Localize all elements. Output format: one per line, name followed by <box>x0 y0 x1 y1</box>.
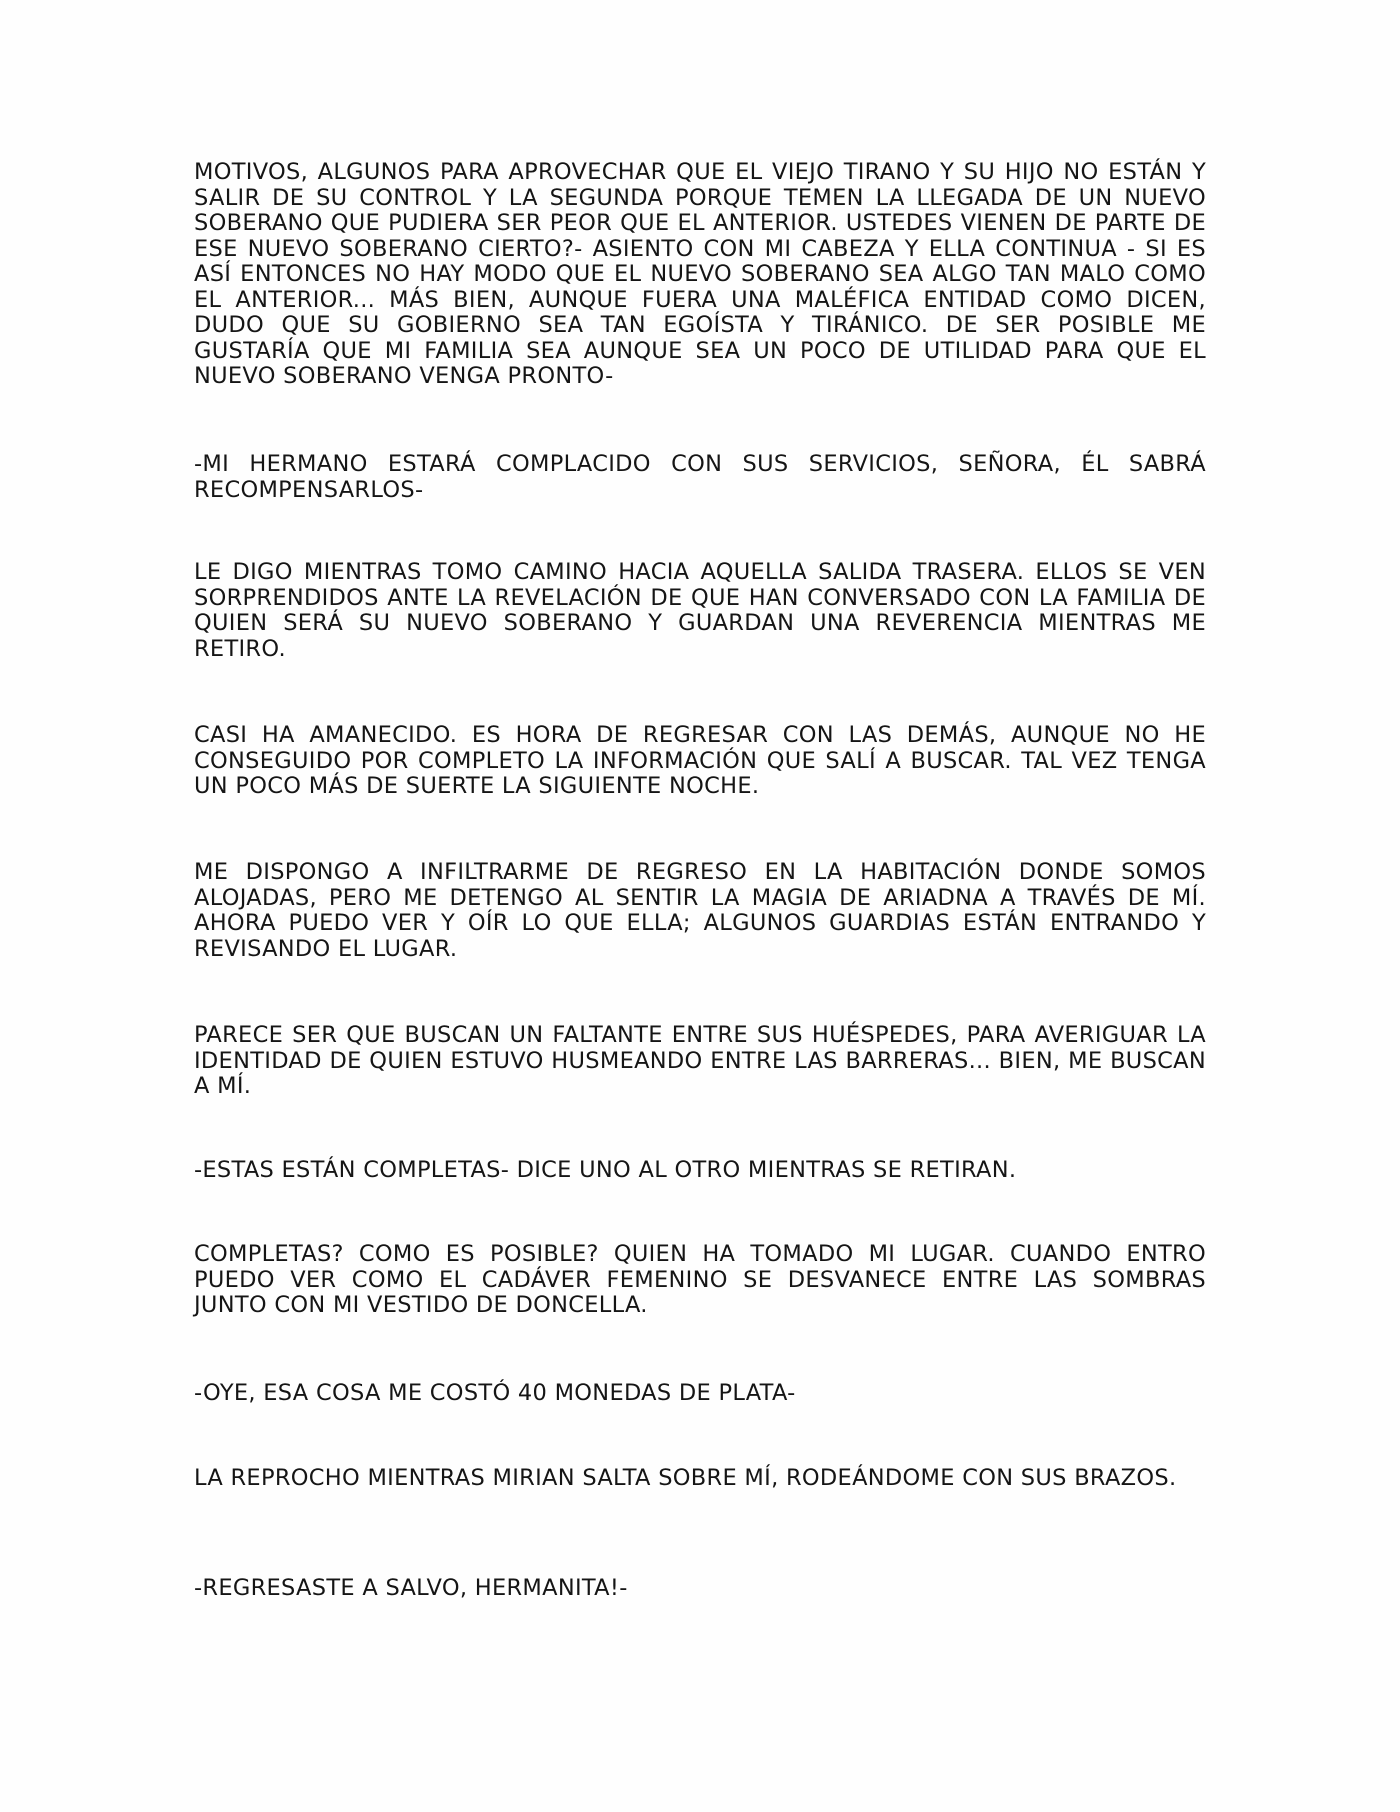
paragraph-4: CASI HA AMANECIDO. ES HORA DE REGRESAR CON LAS DEMÁS, AUNQUE NO HE CONSEGUIDO POR COMPLETO LA INFORMACIÓN QUE SALÍ A BUSCAR. TAL VEZ TENGA UN POCO MÁS DE SUERTE LA SIGUIENTE NOCHE. <box>194 722 1206 799</box>
paragraph-8: COMPLETAS? COMO ES POSIBLE? QUIEN HA TOMADO MI LUGAR. CUANDO ENTRO PUEDO VER COMO EL CADÁVER FEMENINO SE DESVANECE ENTRE LAS SOMBRAS JUNTO CON MI VESTIDO DE DONCELLA. <box>194 1241 1206 1318</box>
paragraph-5: ME DISPONGO A INFILTRARME DE REGRESO EN LA HABITACIÓN DONDE SOMOS ALOJADAS, PERO ME DETENGO AL SENTIR LA MAGIA DE ARIADNA A TRAVÉS DE MÍ. AHORA PUEDO VER Y OÍR LO QUE ELLA; ALGUNOS GUARDIAS ESTÁN ENTRANDO Y REVISANDO EL LUGAR. <box>194 859 1206 962</box>
paragraph-6: PARECE SER QUE BUSCAN UN FALTANTE ENTRE SUS HUÉSPEDES, PARA AVERIGUAR LA IDENTIDAD DE QUIEN ESTUVO HUSMEANDO ENTRE LAS BARRERAS... BIEN, ME BUSCAN A MÍ. <box>194 1022 1206 1099</box>
paragraph-10: LA REPROCHO MIENTRAS MIRIAN SALTA SOBRE MÍ, RODEÁNDOME CON SUS BRAZOS. <box>194 1465 1177 1491</box>
paragraph-11: -REGRESASTE A SALVO, HERMANITA!- <box>194 1575 628 1601</box>
paragraph-1: MOTIVOS, ALGUNOS PARA APROVECHAR QUE EL VIEJO TIRANO Y SU HIJO NO ESTÁN Y SALIR DE SU CONTROL Y LA SEGUNDA PORQUE TEMEN LA LLEGADA DE UN NUEVO SOBERANO QUE PUDIERA SER PEOR QUE EL ANTERIOR. USTEDES VIENEN DE PARTE DE ESE NUEVO SOBERANO CIERTO?- ASIENTO CON MI CABEZA Y ELLA CONTINUA - SI ES ASÍ ENTONCES NO HAY MODO QUE EL NUEVO SOBERANO SEA ALGO TAN MALO COMO EL ANTERIOR... MÁS BIEN, AUNQUE FUERA UNA MALÉFICA ENTIDAD COMO DICEN, DUDO QUE SU GOBIERNO SEA TAN EGOÍSTA Y TIRÁNICO. DE SER POSIBLE ME GUSTARÍA QUE MI FAMILIA SEA AUNQUE SEA UN POCO DE UTILIDAD PARA QUE EL NUEVO SOBERANO VENGA PRONTO- <box>194 159 1206 389</box>
paragraph-3: LE DIGO MIENTRAS TOMO CAMINO HACIA AQUELLA SALIDA TRASERA. ELLOS SE VEN SORPRENDIDOS ANTE LA REVELACIÓN DE QUE HAN CONVERSADO CON LA FAMILIA DE QUIEN SERÁ SU NUEVO SOBERANO Y GUARDAN UNA REVERENCIA MIENTRAS ME RETIRO. <box>194 559 1206 662</box>
paragraph-9: -OYE, ESA COSA ME COSTÓ 40 MONEDAS DE PLATA- <box>194 1380 796 1406</box>
paragraph-2: -MI HERMANO ESTARÁ COMPLACIDO CON SUS SERVICIOS, SEÑORA, ÉL SABRÁ RECOMPENSARLOS- <box>194 451 1206 503</box>
paragraph-7: -ESTAS ESTÁN COMPLETAS- DICE UNO AL OTRO MIENTRAS SE RETIRAN. <box>194 1157 1017 1183</box>
